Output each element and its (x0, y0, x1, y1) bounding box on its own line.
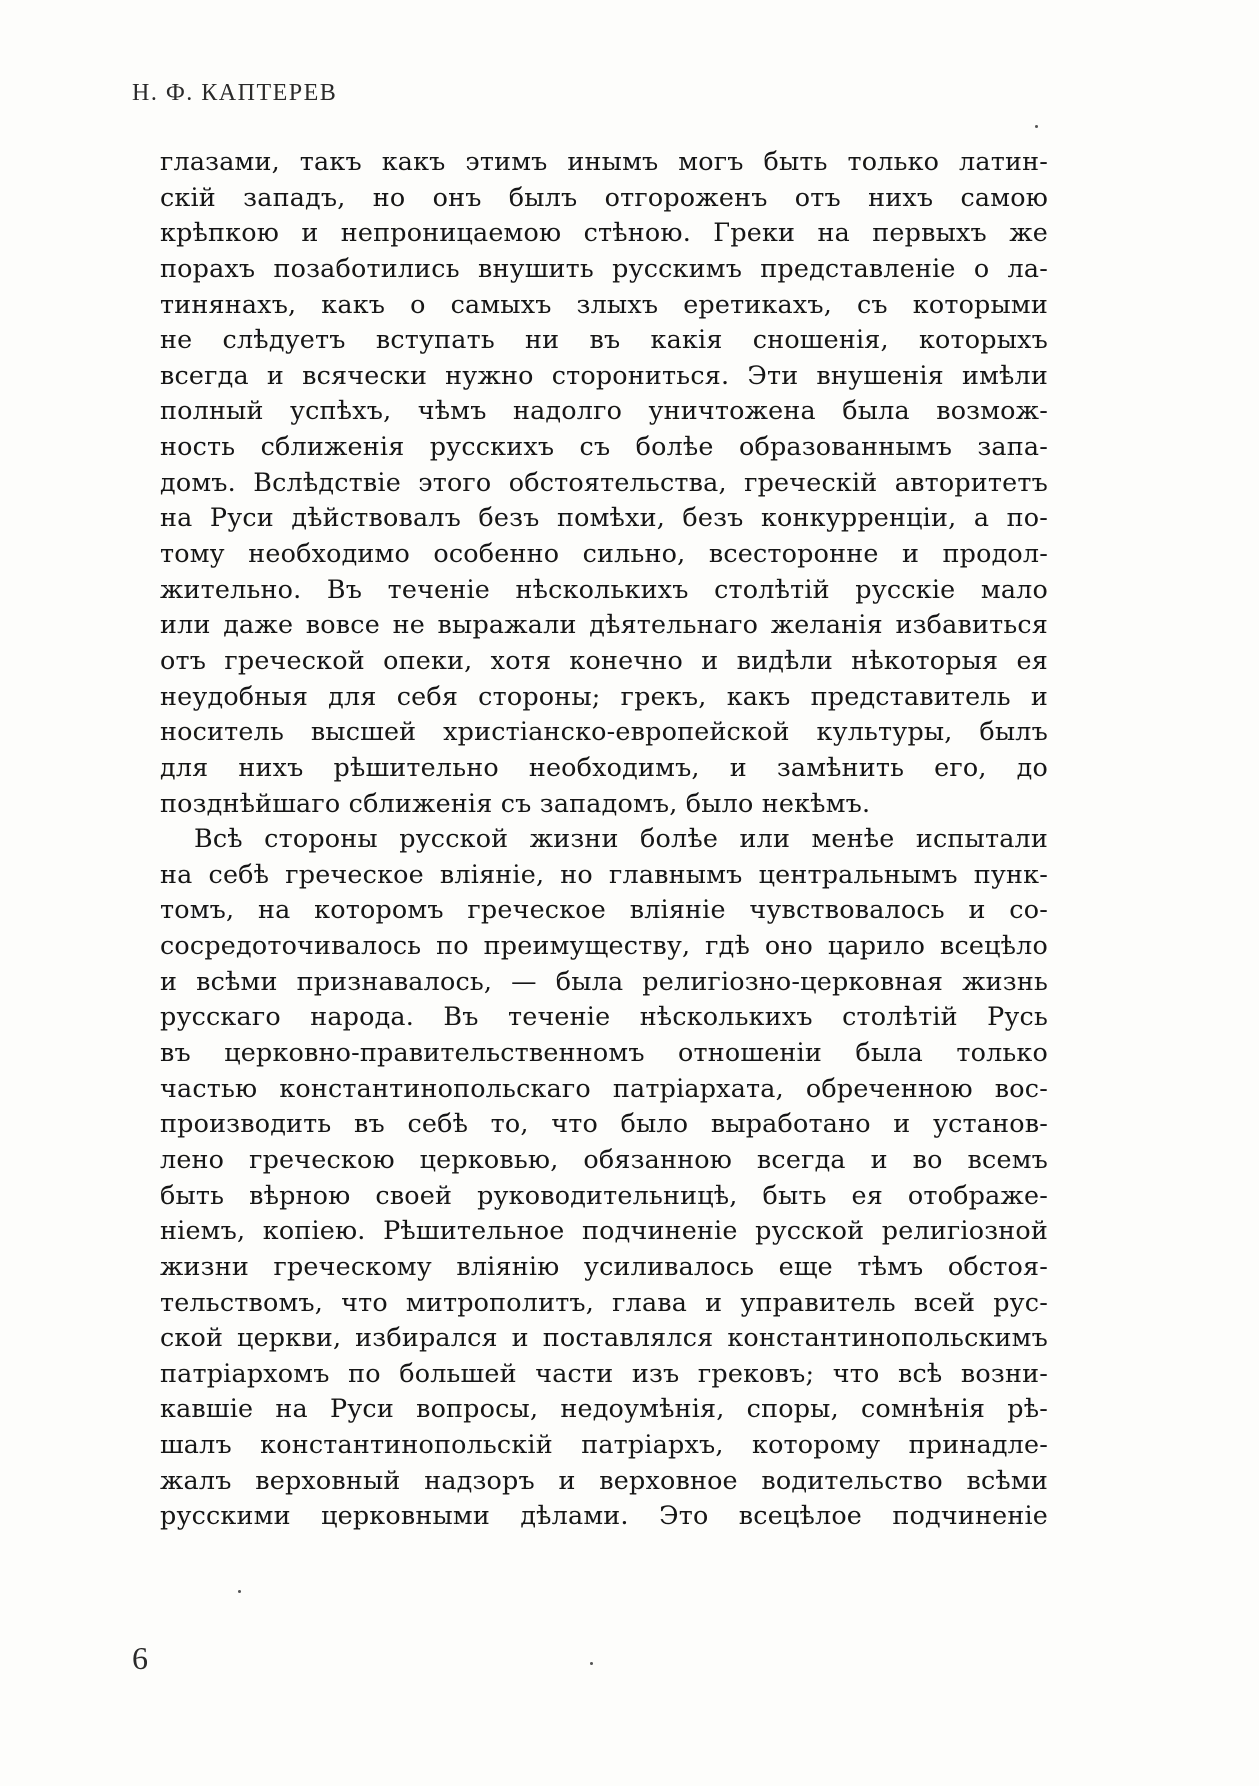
text-line: жительно. Въ теченіе нѣсколькихъ столѣтій русскіе мало (160, 573, 1048, 604)
text-line: русскими церковными дѣлами. Это всецѣлое подчиненіе (160, 1500, 1048, 1531)
text-line: глазами, такъ какъ этимъ инымъ могъ быть только латин- (160, 146, 1048, 176)
text-line: въ церковно-правительственномъ отношеніи была только (160, 1037, 1048, 1068)
text-line: или даже вовсе не выражали дѣятельнаго желанія избавиться (160, 609, 1048, 640)
scan-speck (1035, 125, 1038, 128)
text-line: ской церкви, избирался и поставлялся константинопольскимъ (160, 1322, 1048, 1353)
text-line: тельствомъ, что митрополитъ, глава и управитель всей рус- (160, 1286, 1048, 1317)
text-line: кавшіе на Руси вопросы, недоумѣнія, споры, сомнѣнія рѣ- (160, 1393, 1048, 1424)
text-line: русскаго народа. Въ теченіе нѣсколькихъ столѣтій Русь (160, 1001, 1048, 1032)
text-line: не слѣдуетъ вступать ни въ какія сношенія, которыхъ (160, 324, 1048, 355)
paragraph-1 (160, 144, 1048, 821)
text-line: полный успѣхъ, чѣмъ надолго уничтожена была возмож- (160, 395, 1048, 426)
text-line: частью константинопольскаго патріархата, обреченною вос- (160, 1072, 1048, 1103)
scan-speck (590, 1662, 593, 1665)
page-number: 6 (132, 1640, 148, 1676)
text-line: жалъ верховный надзоръ и верховное водительство всѣми (160, 1464, 1048, 1495)
text-line: производить въ себѣ то, что было выработано и установ- (160, 1108, 1048, 1139)
text-line: сосредоточивалось по преимуществу, гдѣ оно царило всецѣло (160, 930, 1048, 961)
text-line: для нихъ рѣшительно необходимъ, и замѣнить его, до (160, 751, 1048, 782)
text-line: томъ, на которомъ греческое вліяніе чувствовалось и со- (160, 894, 1048, 925)
text-line: на Руси дѣйствовалъ безъ помѣхи, безъ конкурренціи, а по- (160, 502, 1048, 533)
text-line: на себѣ греческое вліяніе, но главнымъ центральнымъ пунк- (160, 858, 1048, 889)
text-line: тому необходимо особенно сильно, всесторонне и продол- (160, 538, 1048, 569)
text-line: домъ. Вслѣдствіе этого обстоятельства, греческій авторитетъ (160, 466, 1048, 497)
text-line: позднѣйшаго сближенія съ западомъ, было некѣмъ. (160, 787, 871, 818)
text-line: лено греческою церковью, обязанною всегда и во всемъ (160, 1143, 1048, 1174)
body-text (160, 144, 1048, 1534)
text-line: ность сближенія русскихъ съ болѣе образованнымъ запа- (160, 431, 1048, 462)
text-line: жизни греческому вліянію усиливалось еще тѣмъ обстоя- (160, 1250, 1048, 1281)
text-line: и всѣми признавалось, — была религіозно-церковная жизнь (160, 965, 1048, 996)
text-line: скій западъ, но онъ былъ отгороженъ отъ нихъ самою (160, 181, 1048, 212)
text-line: крѣпкою и непроницаемою стѣною. Греки на первыхъ же (160, 217, 1048, 248)
text-line: неудобныя для себя стороны; грекъ, какъ представитель и (160, 680, 1048, 711)
text-line: носитель высшей христіанско-европейской культуры, былъ (160, 716, 1048, 747)
text-line: ніемъ, копіею. Рѣшительное подчиненіе русской религіозной (160, 1215, 1048, 1246)
text-line: отъ греческой опеки, хотя конечно и видѣли нѣкоторыя ея (160, 644, 1048, 675)
text-line: всегда и всячески нужно сторониться. Эти внушенія имѣли (160, 359, 1048, 390)
text-line: тинянахъ, какъ о самыхъ злыхъ еретикахъ, съ которыми (160, 288, 1048, 319)
text-line: порахъ позаботились внушить русскимъ представленіе о ла- (160, 252, 1048, 283)
text-line: шалъ константинопольскій патріархъ, которому принадле- (160, 1429, 1048, 1460)
text-line: быть вѣрною своей руководительницѣ, быть ея отображе- (160, 1179, 1048, 1210)
running-head: Н. Ф. КАПТЕРЕВ (132, 80, 338, 106)
text-line: патріархомъ по большей части изъ грековъ; что всѣ возни- (160, 1357, 1048, 1388)
text-line: Всѣ стороны русской жизни болѣе или менѣе испытали (194, 823, 1048, 854)
scan-speck (238, 1590, 241, 1593)
paragraph-2 (160, 821, 1048, 1534)
